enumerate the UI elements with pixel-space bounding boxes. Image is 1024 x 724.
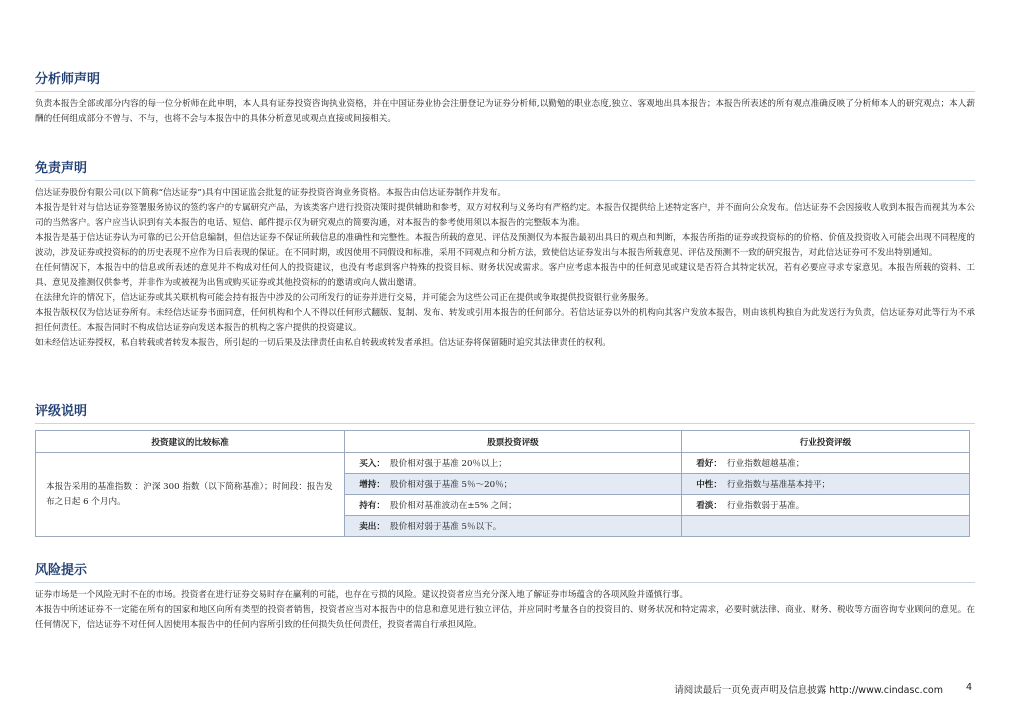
header-standard: 投资建议的比较标准 xyxy=(36,431,345,453)
stock-rating-label: 持有： xyxy=(359,501,385,511)
section-heading-analyst: 分析师声明 xyxy=(35,72,975,92)
stock-rating-text: 股价相对基准波动在±5% 之间； xyxy=(390,501,517,511)
industry-rating-label: 看好： xyxy=(696,459,722,469)
rating-section xyxy=(35,404,975,429)
risk-section xyxy=(35,563,975,633)
stock-rating-label: 卖出： xyxy=(359,522,385,532)
disclaimer-paragraph: 在法律允许的情况下，信达证券或其关联机构可能会持有报告中涉及的公司所发行的证券并进行交易，并可能会为这些公司正在提供或争取提供投资银行业务服务。 xyxy=(35,293,654,303)
stock-rating-label: 买入： xyxy=(359,459,385,469)
industry-rating-cell xyxy=(682,495,970,516)
industry-rating-label: 中性： xyxy=(696,480,722,490)
header-stock-rating: 股票投资评级 xyxy=(345,431,682,453)
stock-rating-text: 股价相对强于基准 20％以上； xyxy=(390,459,507,469)
industry-rating-cell xyxy=(682,453,970,474)
risk-paragraph: 证券市场是一个风险无时不在的市场。投资者在进行证券交易时存在赢利的可能，也存在亏损的风险。建议投资者应当充分深入地了解证券市场蕴含的各项风险并谨慎行事。 xyxy=(35,590,689,600)
disclaimer-paragraph: 如未经信达证券授权，私自转载或者转发本报告，所引起的一切后果及法律责任由私自转载或转发者承担。信达证券将保留随时追究其法律责任的权利。 xyxy=(35,338,611,348)
risk-paragraph: 本报告中所述证券不一定能在所有的国家和地区向所有类型的投资者销售，投资者应当对本报告中的信息和意见进行独立评估，并应同时考量各自的投资目的、财务状况和特定需求，必要时就法律、商业、财务、税收等方面咨询专业顾问的意见。在任何情况下，信达证券不对任何人因使用本报告中的任何内容所引致的任何损失负任何责任，投资者需自行承担风险。 xyxy=(35,605,975,630)
disclaimer-paragraph: 本报告版权仅为信达证券所有。未经信达证券书面同意，任何机构和个人不得以任何形式翻版、复制、发布、转发或引用本报告的任何部分。若信达证券以外的机构向其客户发放本报告，则由该机构独自为此发送行为负责，信达证券对此等行为不承担任何责任。本报告同时不构成信达证券向发送本报告的机构之客户提供的投资建议。 xyxy=(35,308,975,333)
table-row xyxy=(36,453,970,474)
industry-rating-text: 行业指数弱于基准。 xyxy=(727,501,805,511)
analyst-paragraph: 负责本报告全部或部分内容的每一位分析师在此申明，本人具有证券投资咨询执业资格，并在中国证券业协会注册登记为证券分析师,以勤勉的职业态度,独立、客观地出具本报告；本报告所表述的所有观点准确反映了分析师本人的研究观点；本人薪酬的任何组成部分不曾与、不与，也将不会与本报告中的具体分析意见或观点直接或间接相关。 xyxy=(35,99,975,124)
industry-rating-cell xyxy=(682,474,970,495)
industry-rating-text: 行业指数超越基准； xyxy=(727,459,805,469)
header-industry-rating: 行业投资评级 xyxy=(682,431,970,453)
rating-table-header-row xyxy=(36,431,970,453)
section-heading-disclaimer: 免责声明 xyxy=(35,161,975,181)
section-heading-risk: 风险提示 xyxy=(35,563,975,583)
page-number: 4 xyxy=(965,682,972,693)
stock-rating-cell xyxy=(345,495,682,516)
stock-rating-cell xyxy=(345,453,682,474)
stock-rating-cell xyxy=(345,516,682,537)
section-heading-rating: 评级说明 xyxy=(35,404,975,424)
stock-rating-text: 股价相对弱于基准 5％以下。 xyxy=(390,522,502,532)
footer-disclosure-text: 请阅读最后一页免责声明及信息披露 http://www.cindasc.com xyxy=(674,685,943,696)
analyst-statement-section xyxy=(35,72,975,127)
industry-rating-label: 看淡： xyxy=(696,501,722,511)
industry-rating-cell xyxy=(682,516,970,537)
disclaimer-paragraph: 本报告是针对与信达证券签署服务协议的签约客户的专属研究产品，为该类客户进行投资决策时提供辅助和参考，双方对权利与义务均有严格约定。本报告仅提供给上述特定客户，并不面向公众发布。信达证券不会因接收人收到本报告而视其为本公司的当然客户。客户应当认识到有关本报告的电话、短信、邮件提示仅为研究观点的简要沟通，对本报告的参考使用须以本报告的完整版本为准。 xyxy=(35,203,975,228)
stock-rating-text: 股价相对强于基准 5％～20％； xyxy=(390,480,513,490)
stock-rating-label: 增持： xyxy=(359,480,385,490)
disclaimer-paragraph: 本报告是基于信达证券认为可靠的已公开信息编制，但信达证券不保证所载信息的准确性和完整性。本报告所载的意见、评估及预测仅为本报告最初出具日的观点和判断，本报告所指的证券或投资标的的价格、价值及投资收入可能会出现不同程度的波动，涉及证券或投资标的的历史表现不应作为日后表现的保证。在不同时期，或因使用不同假设和标准，采用不同观点和分析方法，致使信达证券发出与本报告所载意见、评估及预测不一致的研究报告，对此信达证券可不发出特别通知。 xyxy=(35,233,975,258)
disclaimer-paragraph: 信达证券股份有限公司(以下简称“信达证券”)具有中国证监会批复的证券投资咨询业务资格。本报告由信达证券制作并发布。 xyxy=(35,188,506,198)
industry-rating-text: 行业指数与基准基本持平； xyxy=(727,480,831,490)
stock-rating-cell xyxy=(345,474,682,495)
disclaimer-paragraph: 在任何情况下，本报告中的信息或所表述的意见并不构成对任何人的投资建议，也没有考虑到客户特殊的投资目标、财务状况或需求。客户应考虑本报告中的任何意见或建议是否符合其特定状况，若有必要应寻求专家意见。本报告所载的资料、工具、意见及推测仅供参考，并非作为或被视为出售或购买证券或其他投资标的的邀请或向人做出邀请。 xyxy=(35,263,975,288)
disclaimer-section xyxy=(35,161,975,351)
standard-cell: 本报告采用的基准指数 ：沪深 300 指数（以下简称基准）；时间段：报告发布之日起 6 个月内。 xyxy=(36,453,345,537)
rating-table xyxy=(35,430,970,537)
